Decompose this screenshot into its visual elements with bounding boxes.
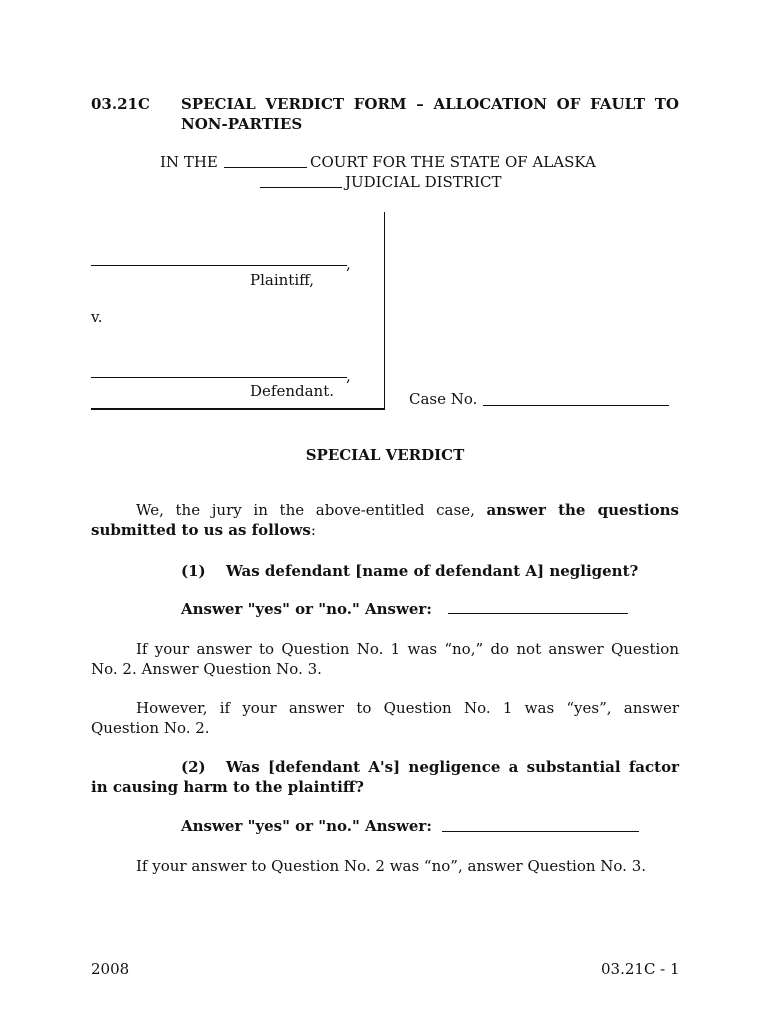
question1-number: (1) <box>181 562 206 580</box>
question2-answer-blank[interactable] <box>442 831 639 832</box>
plaintiff-comma: , <box>346 255 351 273</box>
case-no-blank <box>483 405 669 406</box>
court-name-blank <box>224 167 307 168</box>
defendant-comma: , <box>346 367 351 385</box>
form-title-line1: SPECIAL VERDICT FORM – ALLOCATION OF FAULT TO <box>181 95 679 113</box>
instruction-q1-yes-line2: Question No. 2. <box>91 719 210 737</box>
question2-text-line1: Was [defendant A's] negligence a substantial factor <box>226 758 679 776</box>
question2-number: (2) <box>181 758 206 776</box>
caption-vertical-rule <box>384 212 385 409</box>
question1-answer-label: Answer "yes" or "no." Answer: <box>181 600 432 618</box>
plaintiff-name-blank <box>91 265 347 266</box>
intro-end: : <box>310 521 316 539</box>
footer-page-label: 03.21C - 1 <box>601 960 680 978</box>
plaintiff-label: Plaintiff, <box>250 271 315 289</box>
instruction-q2-no: If your answer to Question No. 2 was “no”, answer Question No. 3. <box>136 857 647 875</box>
case-no-label: Case No. <box>409 390 478 408</box>
intro-text: We, the jury in the above-entitled case, <box>136 501 475 519</box>
intro-line1 <box>91 500 679 520</box>
district-suffix: JUDICIAL DISTRICT <box>345 173 502 191</box>
instruction-q1-no-line2: No. 2. Answer Question No. 3. <box>91 660 322 678</box>
question2-text-line2: in causing harm to the plaintiff? <box>91 778 364 796</box>
section-number: 03.21C <box>91 95 150 113</box>
form-title-line2: NON-PARTIES <box>181 115 303 133</box>
defendant-name-blank <box>91 377 347 378</box>
district-blank <box>260 187 342 188</box>
footer-year: 2008 <box>91 960 130 978</box>
court-suffix: COURT FOR THE STATE OF ALASKA <box>310 153 596 171</box>
court-prefix: IN THE <box>160 153 218 171</box>
instruction-q1-no-line1: If your answer to Question No. 1 was “no,” do not answer Question <box>136 640 679 658</box>
intro-bold-part1: answer the questions <box>486 501 679 519</box>
question1-answer-blank[interactable] <box>448 613 628 614</box>
question1-text: Was defendant [name of defendant A] negligent? <box>226 562 639 580</box>
intro-line2: submitted to us as follows: <box>91 521 316 539</box>
versus-label: v. <box>91 308 103 326</box>
instruction-q1-yes-line1: However, if your answer to Question No. 1 was “yes”, answer <box>136 699 679 717</box>
defendant-label: Defendant. <box>250 382 334 400</box>
question2-answer-label: Answer "yes" or "no." Answer: <box>181 817 432 835</box>
caption-horizontal-rule <box>91 408 385 410</box>
special-verdict-heading: SPECIAL VERDICT <box>305 446 465 464</box>
